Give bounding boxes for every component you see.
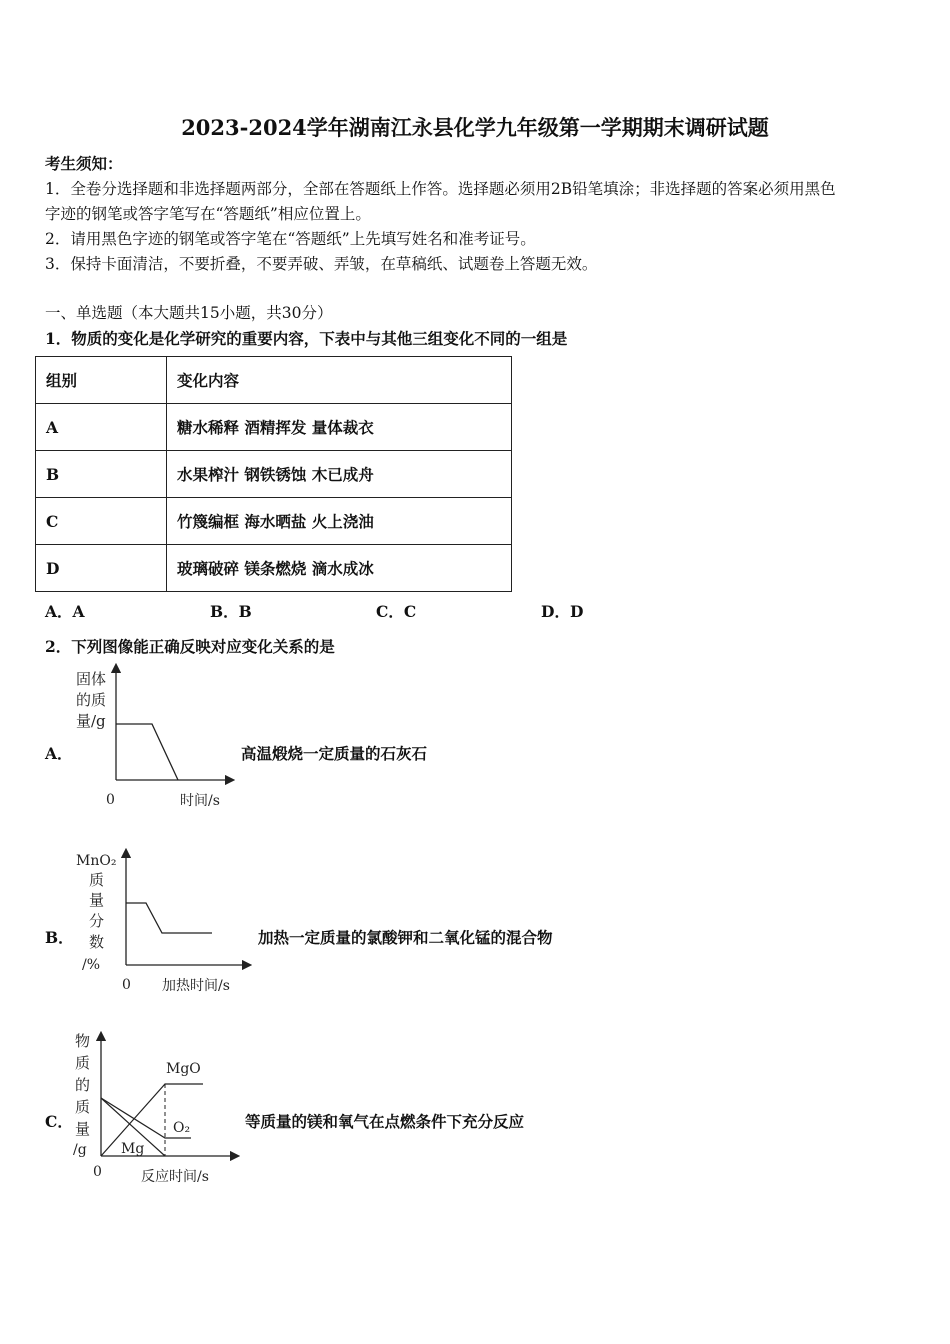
page-title: 2023-2024学年湖南江永县化学九年级第一学期期末调研试题: [181, 115, 769, 140]
table-row: [36, 498, 512, 545]
y-axis-label: 量: [75, 1120, 91, 1138]
graph-b: [72, 845, 257, 1000]
table-cell: 水果榨汁 钢铁锈蚀 木已成舟: [167, 451, 512, 498]
notice-item: 1．全卷分选择题和非选择题两部分，全部在答题纸上作答。选择题必须用2B铅笔填涂；非选择题的答案必须用黑色: [45, 180, 836, 198]
data-line: [126, 903, 212, 933]
notice-item: 字迹的钢笔或答字笔写在“答题纸”相应位置上。: [45, 205, 371, 223]
question-1-stem: 1．物质的变化是化学研究的重要内容，下表中与其他三组变化不同的一组是: [45, 329, 568, 348]
origin-label: 0: [122, 977, 131, 993]
series-label-mg: Mg: [121, 1141, 145, 1157]
table-header-cell: 组别: [36, 357, 167, 404]
y-axis-label: /g: [73, 1142, 87, 1158]
x-axis-label: 时间/s: [180, 793, 220, 809]
table-row: [36, 451, 512, 498]
table-cell: 糖水稀释 酒精挥发 量体裁衣: [167, 404, 512, 451]
q2-option-c-letter: C．: [45, 1112, 73, 1131]
series-label-mgo: MgO: [166, 1061, 201, 1077]
q1-option-d: D．D: [541, 602, 584, 621]
table-cell: 玻璃破碎 镁条燃烧 滴水成冰: [167, 545, 512, 592]
y-axis-label: 分: [89, 912, 105, 930]
y-axis-label: /%: [82, 957, 101, 973]
y-axis-label: 的: [75, 1076, 91, 1094]
q2-option-a-letter: A．: [45, 744, 73, 763]
table-cell: 竹篾编框 海水晒盐 火上浇油: [167, 498, 512, 545]
y-axis-label: 固体: [76, 670, 107, 688]
x-axis-label: 加热时间/s: [162, 978, 230, 994]
table-cell: C: [36, 498, 167, 545]
table-cell: A: [36, 404, 167, 451]
origin-label: 0: [93, 1164, 102, 1180]
y-axis-label: 物: [75, 1032, 91, 1050]
q2-option-b-desc: 加热一定质量的氯酸钾和二氧化锰的混合物: [258, 928, 553, 947]
y-axis-label: MnO₂: [76, 853, 117, 869]
y-axis-label: 量/g: [76, 712, 106, 730]
x-axis-label: 反应时间/s: [141, 1169, 209, 1185]
table-cell: B: [36, 451, 167, 498]
series-label-o2: O₂: [173, 1120, 191, 1136]
q2-option-a-desc: 高温煅烧一定质量的石灰石: [241, 744, 428, 763]
notice-heading: 考生须知：: [45, 154, 123, 173]
y-axis-label: 质: [89, 871, 105, 889]
table-row: [36, 545, 512, 592]
y-axis-label: 质: [75, 1098, 91, 1116]
table-header-cell: 变化内容: [167, 357, 512, 404]
notice-item: 2．请用黑色字迹的钢笔或答字笔在“答题纸”上先填写姓名和准考证号。: [45, 230, 536, 248]
q1-option-c: C．C: [376, 602, 417, 621]
q1-option-b: B．B: [210, 602, 252, 621]
q2-option-b-letter: B．: [45, 928, 74, 947]
y-axis-label: 的质: [76, 691, 107, 709]
q1-option-a: A．A: [45, 602, 85, 621]
table-header-row: [36, 357, 512, 404]
graph-a: [60, 660, 240, 815]
question-2-stem: 2．下列图像能正确反映对应变化关系的是: [45, 637, 335, 656]
table-row: [36, 404, 512, 451]
section-heading: 一、单选题（本大题共15小题，共30分）: [45, 304, 333, 322]
y-axis-label: 量: [89, 891, 105, 909]
y-axis-label: 质: [75, 1054, 91, 1072]
origin-label: 0: [106, 792, 115, 808]
graph-c: [65, 1028, 245, 1193]
y-axis-label: 数: [89, 933, 105, 951]
q1-table: [35, 356, 512, 592]
data-line: [116, 724, 178, 780]
table-cell: D: [36, 545, 167, 592]
notice-item: 3．保持卡面清洁，不要折叠，不要弄破、弄皱，在草稿纸、试题卷上答题无效。: [45, 255, 598, 273]
q2-option-c-desc: 等质量的镁和氧气在点燃条件下充分反应: [245, 1112, 525, 1131]
